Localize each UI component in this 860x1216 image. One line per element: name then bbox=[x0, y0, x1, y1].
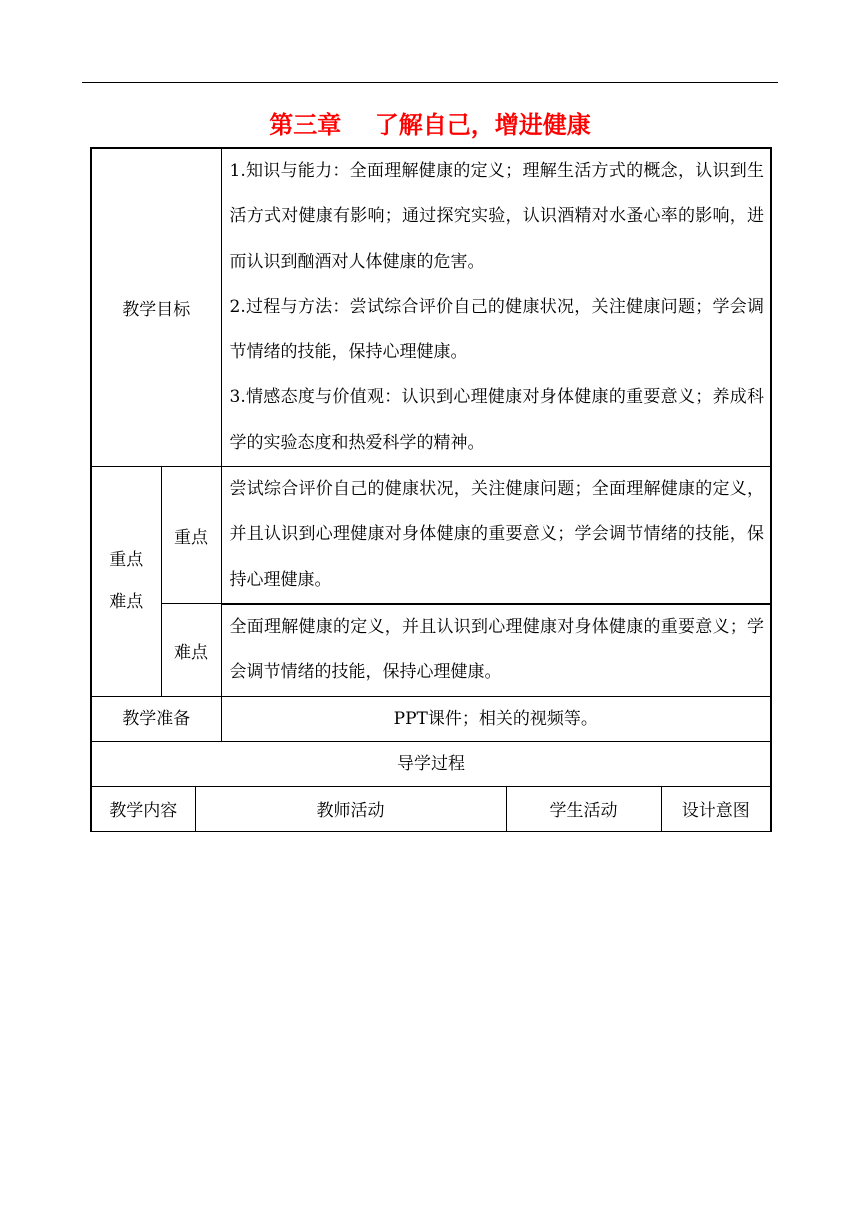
objective-item: 3.情感态度与价值观：认识到心理健康对身体健康的重要意义；养成科学的实验态度和热爱科学的精神。 bbox=[229, 387, 765, 453]
header-rule bbox=[82, 82, 778, 83]
difficult-text: 全面理解健康的定义，并且认识到心理健康对身体健康的重要意义；学会调节情绪的技能，保持心理健康。 bbox=[229, 616, 765, 683]
key-difficult-label-line1: 重点 bbox=[109, 550, 144, 571]
preparation-row bbox=[91, 696, 771, 741]
key-text-cell bbox=[221, 467, 771, 604]
process-columns-row bbox=[91, 786, 771, 831]
objective-item: 1.知识与能力：全面理解健康的定义；理解生活方式的概念，认识到生活方式对健康有影响；通过探究实验，认识酒精对水蚤心率的影响，进而认识到酗酒对人体健康的危害。 bbox=[229, 161, 765, 272]
column-header: 学生活动 bbox=[506, 786, 661, 831]
key-text: 尝试综合评价自己的健康状况，关注健康问题；全面理解健康的定义，并且认识到心理健康对身体健康的重要意义；学会调节情绪的技能，保持心理健康。 bbox=[229, 479, 765, 590]
column-header: 教学内容 bbox=[91, 786, 195, 831]
difficult-label: 难点 bbox=[174, 642, 209, 663]
lesson-plan-table bbox=[90, 147, 772, 832]
key-point-row bbox=[91, 467, 771, 604]
process-heading-row bbox=[91, 741, 771, 786]
objective-item: 2.过程与方法：尝试综合评价自己的健康状况，关注健康问题；学会调节情绪的技能，保持心理健康。 bbox=[229, 296, 765, 363]
preparation-label-cell bbox=[91, 696, 221, 741]
difficult-point-row bbox=[91, 604, 771, 696]
key-label-cell bbox=[161, 467, 221, 604]
preparation-text: PPT课件；相关的视频等。 bbox=[393, 708, 598, 729]
column-header: 教师活动 bbox=[195, 786, 506, 831]
objectives-row bbox=[91, 148, 771, 467]
key-label: 重点 bbox=[174, 527, 209, 548]
objectives-label: 教学目标 bbox=[122, 300, 191, 321]
process-heading-cell bbox=[91, 741, 771, 786]
objectives-label-cell bbox=[91, 148, 221, 467]
process-heading: 导学过程 bbox=[397, 753, 466, 774]
preparation-text-cell bbox=[221, 696, 771, 741]
page-title: 第三章 了解自己，增进健康 bbox=[269, 111, 591, 139]
difficult-text-cell bbox=[221, 604, 771, 696]
difficult-label-cell bbox=[161, 604, 221, 696]
key-difficult-label-line2: 难点 bbox=[109, 592, 144, 613]
preparation-label: 教学准备 bbox=[122, 708, 191, 729]
key-difficult-label-cell bbox=[91, 467, 161, 696]
column-header: 设计意图 bbox=[661, 786, 771, 831]
objectives-content-cell bbox=[221, 148, 771, 467]
